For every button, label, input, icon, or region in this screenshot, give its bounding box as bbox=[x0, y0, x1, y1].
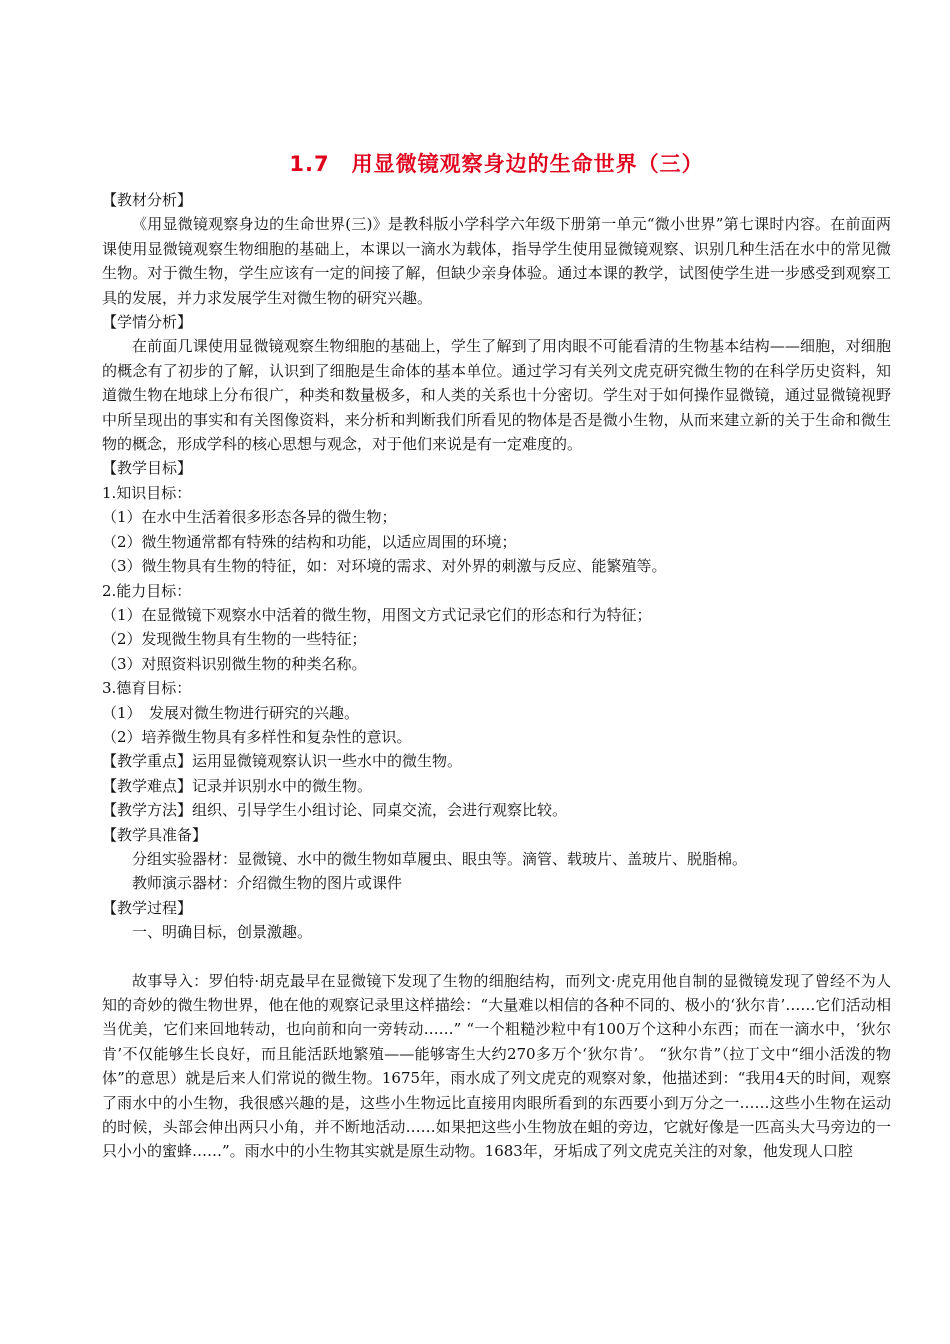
preparation-item: 教师演示器材：介绍微生物的图片或课件 bbox=[132, 874, 403, 893]
objective-item: （2）发现微生物具有生物的一些特征； bbox=[102, 630, 367, 649]
student-analysis-paragraph: 在前面几课使用显微镜观察生物细胞的基础上，学生了解到了用肉眼不可能看清的生物基本结构——细胞，对细胞的概念有了初步的了解，认识到了细胞是生命体的基本单位。通过学习有关列文虎克研究微生物的在科学历史资料，知道微生物在地球上分布很广，种类和数量极多，和人类的关系也十分密切。学生对于如何操作显微镜，通过显微镜视野中所呈现出的事实和有关图像资料，来分析和判断我们所看见的物体是否是微小生物，从而来建立新的关于生命和微生物的概念，形成学科的核心思想与观念，对于他们来说是有一定难度的。 bbox=[102, 337, 891, 454]
objective-item: （1）在水中生活着很多形态各异的微生物； bbox=[102, 508, 397, 527]
story-paragraph: 故事导入：罗伯特·胡克最早在显微镜下发现了生物的细胞结构，而列文·虎克用他自制的显微镜发现了曾经不为人知的奇妙的微生物世界，他在他的观察记录里这样描绘：“大量难以相信的各种不同的、极小的‘狄尔肯’……它们活动相当优美，它们来回地转动，也向前和向一旁转动……” “一个粗糙沙粒中有100万个这种小东西；而在一滴水中，‘狄尔肯’不仅能够生长良好，而且能活跃地繁殖——能够寄生大约270多万个‘狄尔肯’。 “狄尔肯”（拉丁文中“细小活泼的物体”的意思）就是后来人们常说的微生物。1675年，雨水成了列文虎克的观察对象，他描述到：“我用4天的时间，观察了雨水中的小生物，我很感兴趣的是，这些小生物远比直接用肉眼所看到的东西要小到万分之一……这些小生物在运动的时候，头部会伸出两只小角，并不断地活动……如果把这些小生物放在蛆的旁边，它就好像是一匹高头大马旁边的一只小小的蜜蜂……”。雨水中的小生物其实就是原生动物。1683年，牙垢成了列文虎克关注的对象，他发现人口腔 bbox=[102, 971, 891, 1161]
ability-objective-title: 2.能力目标： bbox=[102, 581, 192, 600]
process-step-heading: 一、明确目标，创景激趣。 bbox=[132, 923, 313, 942]
preparation-item: 分组实验器材：显微镜、水中的微生物如草履虫、眼虫等。滴管、载玻片、盖玻片、脱脂棉。 bbox=[132, 849, 748, 868]
moral-objective-title: 3.德育目标： bbox=[102, 679, 192, 698]
section-heading-preparation: 【教学具准备】 bbox=[102, 825, 208, 844]
objective-item: （2）微生物通常都有特殊的结构和功能，以适应周围的环境； bbox=[102, 532, 517, 551]
textbook-analysis-paragraph: 《用显微镜观察身边的生命世界(三)》是教科版小学科学六年级下册第一单元“微小世界”第七课时内容。在前面两课使用显微镜观察生物细胞的基础上，本课以一滴水为载体，指导学生使用显微镜观察、识别几种生活在水中的常见微生物。对于微生物，学生应该有一定的间接了解，但缺少亲身体验。通过本课的教学，试图使学生进一步感受到观察工具的发展，并力求发展学生对微生物的研究兴趣。 bbox=[102, 215, 891, 307]
knowledge-objective-title: 1.知识目标： bbox=[102, 483, 192, 502]
section-heading-process: 【教学过程】 bbox=[102, 898, 193, 917]
objective-item: （3）微生物具有生物的特征，如：对环境的需求、对外界的刺激与反应、能繁殖等。 bbox=[102, 557, 667, 576]
section-heading-textbook-analysis: 【教材分析】 bbox=[102, 191, 193, 209]
spacer bbox=[102, 945, 891, 969]
objective-item: （3）对照资料识别微生物的种类名称。 bbox=[102, 654, 367, 673]
objective-item: （1） 发展对微生物进行研究的兴趣。 bbox=[102, 703, 360, 722]
teaching-key-point: 【教学重点】运用显微镜观察认识一些水中的微生物。 bbox=[102, 752, 463, 771]
objective-item: （2）培养微生物具有多样性和复杂性的意识。 bbox=[102, 727, 412, 746]
section-heading-student-analysis: 【学情分析】 bbox=[102, 313, 193, 332]
teaching-difficulty: 【教学难点】记录并识别水中的微生物。 bbox=[102, 776, 373, 795]
objective-item: （1）在显微镜下观察水中活着的微生物，用图文方式记录它们的形态和行为特征； bbox=[102, 605, 652, 624]
section-heading-objectives: 【教学目标】 bbox=[102, 459, 193, 478]
teaching-method: 【教学方法】组织、引导学生小组讨论、同桌交流，会进行观察比较。 bbox=[102, 801, 568, 820]
document-page bbox=[102, 148, 891, 1164]
document-title: 1.7 用显微镜观察身边的生命世界（三） bbox=[289, 152, 704, 176]
